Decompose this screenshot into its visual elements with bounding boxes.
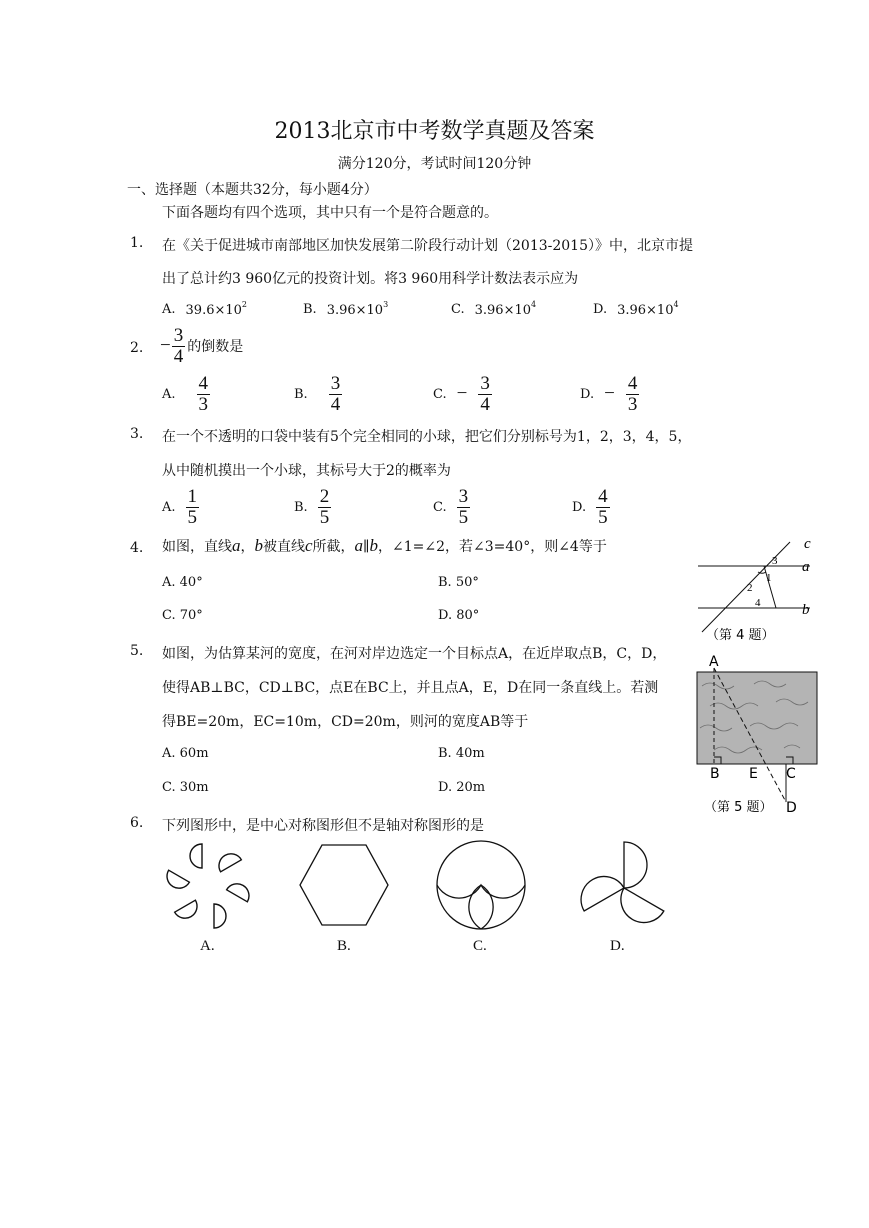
label-c: c [804,536,811,552]
shape-d-blade [578,868,624,911]
q6-number: 6. [130,815,144,831]
q2-option-b [294,374,342,415]
line-a-symbol: a [354,536,364,555]
shape-b-hexagon [296,842,392,928]
q2-option-c [433,374,492,415]
q1-text-line1: 在《关于促进城市南部地区加快发展第二阶段行动计划（2013-2015）》中，北京市提 [162,238,693,254]
section-heading: 一、选择题（本题共32分，每小题4分） [127,182,378,198]
label-A: A [709,654,719,670]
q3-option-c [433,487,470,528]
fraction-denominator: 3 [198,393,209,415]
option-fraction [329,374,343,415]
q4-text-part: 如图，直线 [162,539,232,555]
option-label: B. [303,301,317,317]
page-title: 2013北京市中考数学真题及答案 [274,119,595,144]
label-a: a [802,559,810,575]
q1-text-line2: 出了总计约3 960亿元的投资计划。将3 960用科学计数法表示应为 [162,271,579,287]
shape-c-label: C. [473,938,487,954]
shape-a-petal [215,849,242,871]
q4-text-part: 被直线 [263,539,305,555]
option-label: A. [162,301,176,317]
option-label: C. [433,499,447,515]
shape-d-blade [624,842,647,888]
shape-a-petal [227,879,254,901]
option-exponent: 4 [673,300,679,309]
option-label: C. [433,386,447,402]
section-instruction: 下面各题均有四个选项，其中只有一个是符合题意的。 [162,205,498,221]
fraction-numerator: 4 [198,373,209,394]
q4-option-c: C. 70° [162,608,203,623]
q4-figure [692,536,822,648]
line-a-symbol: a [232,536,241,555]
q2-text: 的倒数是 [187,339,244,356]
shape-a-petal [163,870,190,892]
fraction-numerator: 3 [173,325,184,346]
shape-a-petal [175,900,202,922]
fraction-denominator: 4 [173,345,184,367]
option-fraction [318,487,332,528]
option-value: 3.96×10 [474,303,532,318]
figure-caption: （第 4 题） [706,628,775,643]
option-exponent: 4 [531,300,537,309]
option-exponent: 2 [241,300,248,309]
option-sign: − [604,383,615,405]
parallel-symbol: ∥ [363,539,370,555]
q1-option-a [162,300,247,318]
q2-option-d [580,374,639,415]
option-label: D. [580,386,595,402]
label-angle-4: 4 [755,597,761,609]
fraction-numerator: 2 [319,486,330,507]
label-B: B [710,766,720,782]
q3-option-b [294,487,331,528]
q1-option-d [593,300,679,318]
q5-number: 5. [130,643,144,659]
fraction-numerator: 3 [458,486,469,507]
river-area [697,672,817,764]
option-fraction [457,487,471,528]
q1-option-c [451,300,536,318]
shape-a-petal [214,904,226,928]
option-label: B. [294,499,308,515]
option-fraction [478,374,492,415]
fraction-denominator: 5 [458,506,469,528]
fraction-denominator: 5 [319,506,330,528]
page-subtitle: 满分120分，考试时间120分钟 [337,156,532,172]
option-fraction [197,374,211,415]
line-b-symbol: b [254,536,263,555]
q5-option-a: A. 60m [162,746,209,761]
shape-d-blade [613,888,664,931]
q4-option-b: B. 50° [438,575,479,590]
figure-caption: （第 5 题） [704,800,773,815]
label-angle-2: 2 [747,582,753,594]
option-value: 39.6×10 [185,303,242,318]
q4-text-part: ，∠1=∠2，若∠3=40°，则∠4等于 [378,539,607,555]
q5-text-line3: 得BE=20m，EC=10m，CD=20m，则河的宽度AB等于 [162,714,529,730]
label-b: b [802,602,810,618]
fraction-numerator: 3 [330,373,341,394]
q6-text: 下列图形中，是中心对称图形但不是轴对称图形的是 [162,818,484,834]
shape-c-circle-arcs [432,836,530,934]
fraction-numerator: 3 [480,373,490,394]
fraction-numerator: 1 [187,486,198,507]
q1-number: 1. [130,235,144,251]
q3-option-d [572,487,610,528]
shape-a-petal [190,844,202,868]
q5-text-line2: 使得AB⊥BC，CD⊥BC，点E在BC上，并且点A，E，D在同一条直线上。若测 [162,680,659,696]
q3-text-line1: 在一个不透明的口袋中装有5个完全相同的小球，把它们分别标号为1，2，3，4，5， [162,429,692,445]
q5-figure [690,654,830,820]
option-value: 3.96×10 [617,303,674,318]
q5-text-line1: 如图，为估算某河的宽度，在河对岸边选定一个目标点A，在近岸取点B，C，D， [162,646,667,662]
q5-option-b: B. 40m [438,746,485,761]
shape-b-label: B. [337,938,351,954]
shape-a-pinwheel [158,838,258,934]
shape-a-label: A. [200,938,215,954]
option-fraction [596,487,610,528]
fraction-denominator: 4 [480,393,490,415]
label-D: D [786,800,797,816]
fraction-denominator: 4 [330,393,341,415]
label-angle-1: 1 [766,572,772,584]
option-label: D. [593,301,608,317]
q3-option-a [162,487,199,528]
line-b-symbol: b [369,536,379,555]
q2-fraction [172,326,186,367]
q2-number: 2. [130,340,144,356]
fraction-denominator: 3 [627,393,638,415]
label-C: C [786,766,796,782]
q2-sign: − [160,335,171,357]
angle-arc [758,572,766,573]
q5-option-d: D. 20m [438,780,486,795]
q5-option-c: C. 30m [162,780,209,795]
option-value: 3.96×10 [326,303,384,318]
q4-number: 4. [130,540,144,556]
hexagon-outline [300,845,388,925]
q1-option-b [303,300,388,318]
q2-option-a [162,374,210,415]
fraction-denominator: 5 [598,506,608,528]
option-label: B. [294,386,308,402]
q2-stem [160,326,243,367]
line-c-symbol: c [305,536,313,555]
shape-c-arc [437,885,525,898]
label-E: E [749,766,758,782]
option-sign: − [456,383,468,405]
q3-number: 3. [130,426,144,442]
shape-d-label: D. [610,938,625,954]
option-exponent: 3 [383,300,389,309]
fraction-numerator: 4 [598,486,608,507]
label-angle-3: 3 [772,555,778,567]
option-label: A. [162,386,176,402]
fraction-denominator: 5 [187,506,198,528]
q4-text-part: ， [240,539,255,555]
option-fraction [626,374,640,415]
q4-option-a: A. 40° [162,575,203,590]
option-label: C. [451,301,465,317]
shape-d-propeller [578,836,678,934]
fraction-numerator: 4 [627,373,638,394]
option-label: D. [572,499,587,515]
option-label: A. [162,499,176,515]
q4-text [162,536,607,556]
q3-text-line2: 从中随机摸出一个小球，其标号大于2的概率为 [162,463,451,479]
q4-option-d: D. 80° [438,608,480,623]
q4-text-part: 所截， [312,539,355,555]
option-fraction [186,487,200,528]
